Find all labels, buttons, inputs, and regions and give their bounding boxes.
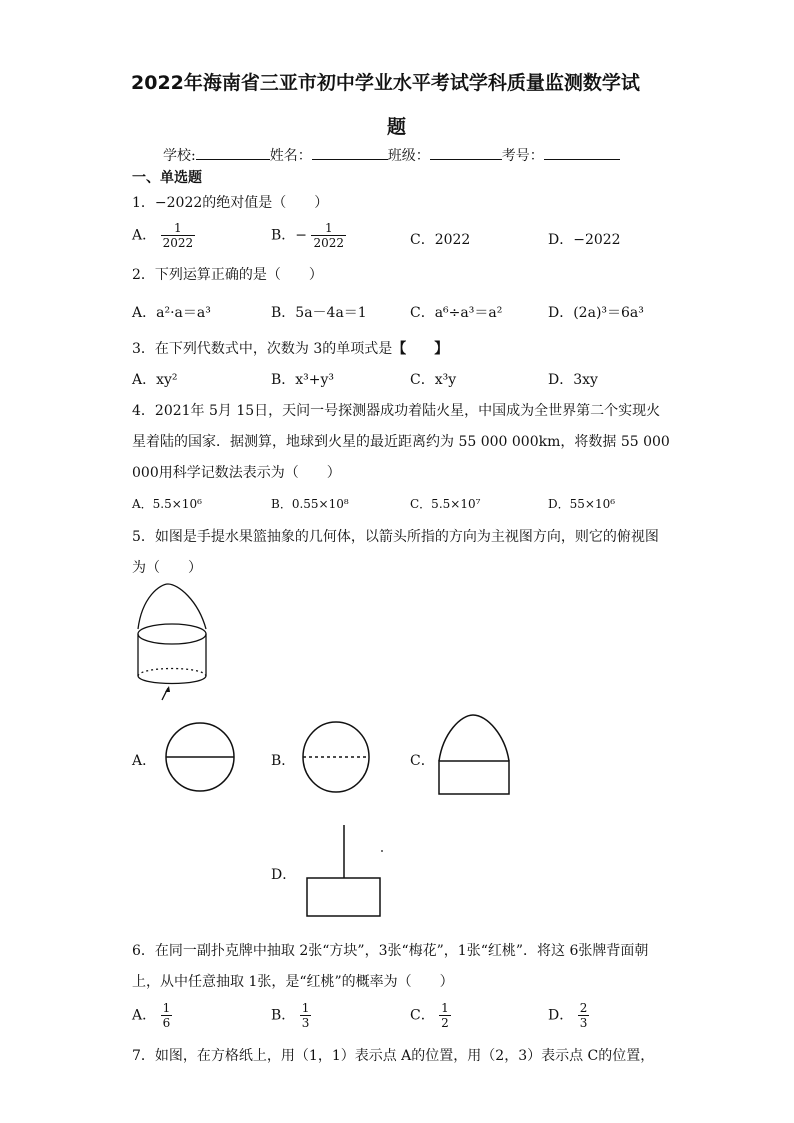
question-4-line-2: 星着陆的国家．据测算，地球到火星的最近距离约为 55 000 000km，将数据 55 000 — [132, 434, 670, 450]
fraction-numerator: 1 — [301, 1001, 310, 1015]
question-1-stem: 1．−2022的绝对值是（ ） — [132, 195, 329, 211]
q3-option-d[interactable]: D．3xy — [548, 372, 598, 388]
q6-option-a[interactable] — [132, 1001, 172, 1030]
question-7-line-1: 7．如图，在方格纸上，用（1，1）表示点 A的位置，用（2，3）表示点 C的位置， — [132, 1048, 655, 1064]
fruit-basket-solid-figure — [132, 582, 222, 707]
answer-bracket: 【 】 — [392, 341, 449, 357]
question-5-line-1: 5．如图是手提水果篮抽象的几何体，以箭头所指的方向为主视图方向，则它的俯视图 — [132, 529, 659, 545]
school-label: 学校: — [163, 148, 196, 164]
q1-option-c[interactable]: C．2022 — [410, 232, 471, 248]
q5-option-c-label[interactable]: C． — [410, 753, 435, 769]
q1-option-a-fraction — [161, 221, 196, 250]
question-2-stem: 2．下列运算正确的是（ ） — [132, 267, 323, 283]
name-field[interactable] — [312, 145, 388, 160]
page-title: 2022年海南省三亚市初中学业水平考试学科质量监测数学试 — [131, 72, 640, 94]
q5-option-d-figure[interactable] — [305, 823, 385, 923]
number-label: 考号： — [501, 148, 544, 164]
class-label: 班级： — [387, 148, 430, 164]
q6-option-a-fraction — [161, 1001, 173, 1030]
q1-option-a[interactable] — [132, 221, 195, 250]
q6-option-a-label: A． — [132, 1007, 157, 1024]
q5-option-d-label[interactable]: D． — [271, 867, 297, 883]
q1-option-b-fraction — [311, 221, 346, 250]
fraction-numerator: 2 — [579, 1001, 588, 1015]
question-3-stem — [132, 338, 448, 358]
q5-option-b-label[interactable]: B． — [271, 753, 296, 769]
question-4-line-3: 000用科学记数法表示为（ ） — [132, 465, 341, 481]
q4-option-b[interactable]: B．0.55×10⁸ — [271, 497, 349, 511]
q1-option-b[interactable] — [271, 221, 346, 250]
school-field[interactable] — [196, 145, 270, 160]
fraction-denominator: 2022 — [162, 236, 194, 250]
q4-option-a[interactable]: A．5.5×10⁶ — [132, 497, 202, 511]
q3-option-b[interactable]: B．x³+y³ — [271, 372, 335, 388]
fraction-denominator: 2022 — [313, 236, 345, 250]
question-6-line-1: 6．在同一副扑克牌中抽取 2张“方块”，3张“梅花”，1张“红桃”．将这 6张牌背面朝 — [132, 943, 649, 959]
fraction-denominator: 3 — [579, 1016, 588, 1030]
question-3-text: 3．在下列代数式中，次数为 3的单项式是 — [132, 341, 393, 357]
fraction-numerator: 1 — [441, 1001, 449, 1015]
q6-option-b[interactable] — [271, 1001, 311, 1030]
q2-option-b[interactable]: B．5a－4a＝1 — [271, 305, 367, 321]
q5-option-a-figure[interactable] — [163, 720, 238, 795]
q5-option-b-figure[interactable] — [299, 720, 374, 795]
question-5-line-2: 为（ ） — [132, 560, 202, 576]
q4-option-c[interactable]: C．5.5×10⁷ — [410, 497, 481, 511]
q6-option-c-fraction — [439, 1001, 451, 1030]
q1-option-d[interactable]: D．−2022 — [548, 232, 621, 248]
q6-option-d-label: D． — [548, 1007, 574, 1024]
q6-option-b-label: B． — [271, 1007, 296, 1024]
q2-option-a[interactable]: A．a²·a＝a³ — [132, 305, 211, 321]
fraction-denominator: 2 — [441, 1016, 449, 1030]
info-line — [163, 145, 620, 165]
q2-option-d[interactable]: D．(2a)³＝6a³ — [548, 305, 644, 321]
q6-option-d[interactable] — [548, 1001, 589, 1030]
fraction-numerator: 1 — [161, 221, 196, 236]
q3-option-c[interactable]: C．x³y — [410, 372, 457, 388]
fraction-denominator: 3 — [301, 1016, 310, 1030]
page-title-continued: 题 — [387, 116, 407, 138]
class-field[interactable] — [430, 145, 502, 160]
q5-option-c-figure[interactable] — [437, 713, 517, 798]
fraction-denominator: 6 — [162, 1016, 171, 1030]
q6-option-c-label: C． — [410, 1007, 435, 1024]
q6-option-b-fraction — [300, 1001, 312, 1030]
q4-option-d[interactable]: D．55×10⁶ — [548, 497, 616, 511]
number-field[interactable] — [544, 145, 620, 160]
question-4-line-1: 4．2021年 5月 15日，天问一号探测器成功着陆火星，中国成为全世界第二个实现火 — [132, 403, 661, 419]
question-6-line-2: 上，从中任意抽取 1张，是“红桃”的概率为（ ） — [132, 974, 454, 990]
q5-option-a-label[interactable]: A． — [132, 753, 157, 769]
section-heading: 一、单选题 — [132, 170, 202, 186]
q3-option-a[interactable]: A．xy² — [132, 372, 178, 388]
q2-option-c[interactable]: C．a⁶÷a³＝a² — [410, 305, 503, 321]
q1-option-b-label: B．− — [271, 227, 308, 244]
q6-option-c[interactable] — [410, 1001, 451, 1030]
name-label: 姓名： — [269, 148, 312, 164]
q1-option-a-label: A． — [132, 227, 157, 244]
fraction-numerator: 1 — [311, 221, 346, 236]
fraction-numerator: 1 — [162, 1001, 171, 1015]
q6-option-d-fraction — [578, 1001, 590, 1030]
